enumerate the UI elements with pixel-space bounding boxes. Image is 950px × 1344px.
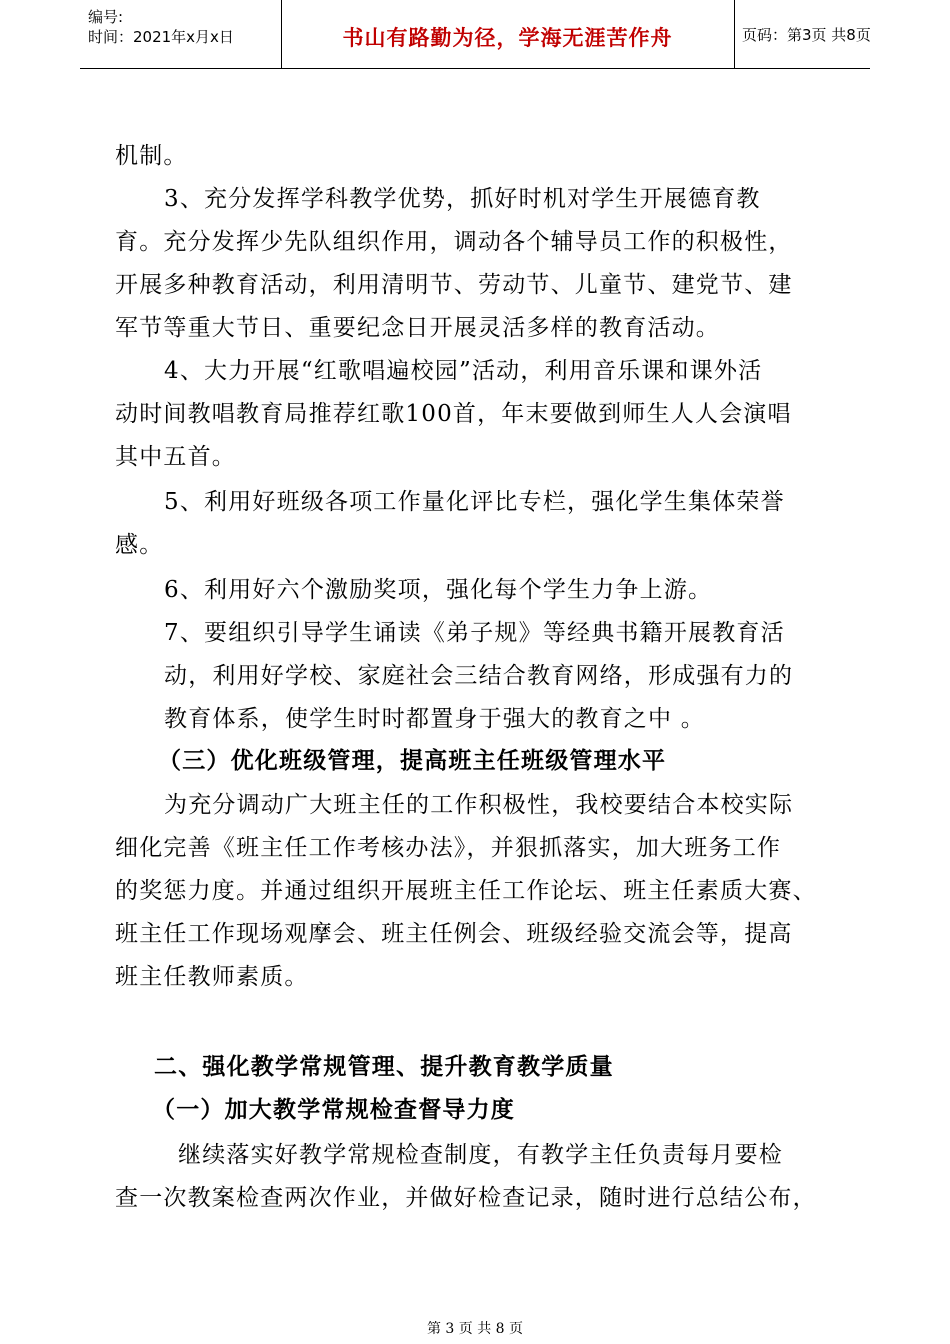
body-line: 查一次教案检查两次作业，并做好检查记录，随时进行总结公布， bbox=[115, 1185, 817, 1211]
body-line: 3、充分发挥学科教学优势，抓好时机对学生开展德育教 bbox=[164, 186, 761, 212]
document-number-label: 编号: bbox=[88, 8, 124, 26]
body-line: 4、大力开展“红歌唱遍校园”活动，利用音乐课和课外活 bbox=[164, 358, 763, 384]
header-page-cell bbox=[734, 0, 870, 68]
body-line: 感。 bbox=[115, 532, 164, 558]
body-line: 5、利用好班级各项工作量化评比专栏，强化学生集体荣誉 bbox=[164, 489, 785, 515]
body-line: 开展多种教育活动，利用清明节、劳动节、儿童节、建党节、建 bbox=[115, 272, 793, 298]
section-heading: （一）加大教学常规检查督导力度 bbox=[152, 1097, 515, 1123]
body-line: 班主任工作现场观摩会、班主任例会、班级经验交流会等，提高 bbox=[115, 921, 793, 947]
chapter-heading: 二、强化教学常规管理、提升教育教学质量 bbox=[154, 1054, 614, 1080]
body-line: 细化完善《班主任工作考核办法》，并狠抓落实，加大班务工作 bbox=[115, 835, 782, 861]
page-footer: 第 3 页 共 8 页 bbox=[426, 1321, 524, 1337]
body-line: 动，利用好学校、家庭社会三结合教育网络，形成强有力的 bbox=[164, 663, 794, 689]
header-motto-cell bbox=[281, 0, 735, 68]
body-line: 机制。 bbox=[115, 143, 188, 169]
body-line: 6、利用好六个激励奖项，强化每个学生力争上游。 bbox=[164, 577, 713, 603]
header-page-info: 页码：第3页 共8页 bbox=[742, 26, 871, 44]
body-line: 其中五首。 bbox=[115, 444, 236, 470]
document-time-label: 时间：2021年x月x日 bbox=[88, 28, 234, 46]
header-meta-cell bbox=[80, 0, 282, 68]
body-line: 动时间教唱教育局推荐红歌100首，年末要做到师生人人会演唱 bbox=[115, 401, 792, 427]
body-line: 班主任教师素质。 bbox=[115, 964, 309, 990]
body-line: 的奖惩力度。并通过组织开展班主任工作论坛、班主任素质大赛、 bbox=[115, 878, 817, 904]
body-line: 育。充分发挥少先队组织作用，调动各个辅导员工作的积极性， bbox=[115, 229, 793, 255]
section-heading: （三）优化班级管理，提高班主任班级管理水平 bbox=[158, 748, 667, 774]
body-line: 军节等重大节日、重要纪念日开展灵活多样的教育活动。 bbox=[115, 315, 720, 341]
header-motto: 书山有路勤为径，学海无涯苦作舟 bbox=[342, 26, 673, 50]
body-line: 继续落实好教学常规检查制度，有教学主任负责每月要检 bbox=[178, 1142, 783, 1168]
body-line: 教育体系，使学生时时都置身于强大的教育之中 。 bbox=[164, 706, 705, 732]
body-line: 为充分调动广大班主任的工作积极性，我校要结合本校实际 bbox=[164, 792, 794, 818]
body-line: 7、要组织引导学生诵读《弟子规》等经典书籍开展教育活 bbox=[164, 620, 785, 646]
page-header bbox=[80, 0, 870, 69]
